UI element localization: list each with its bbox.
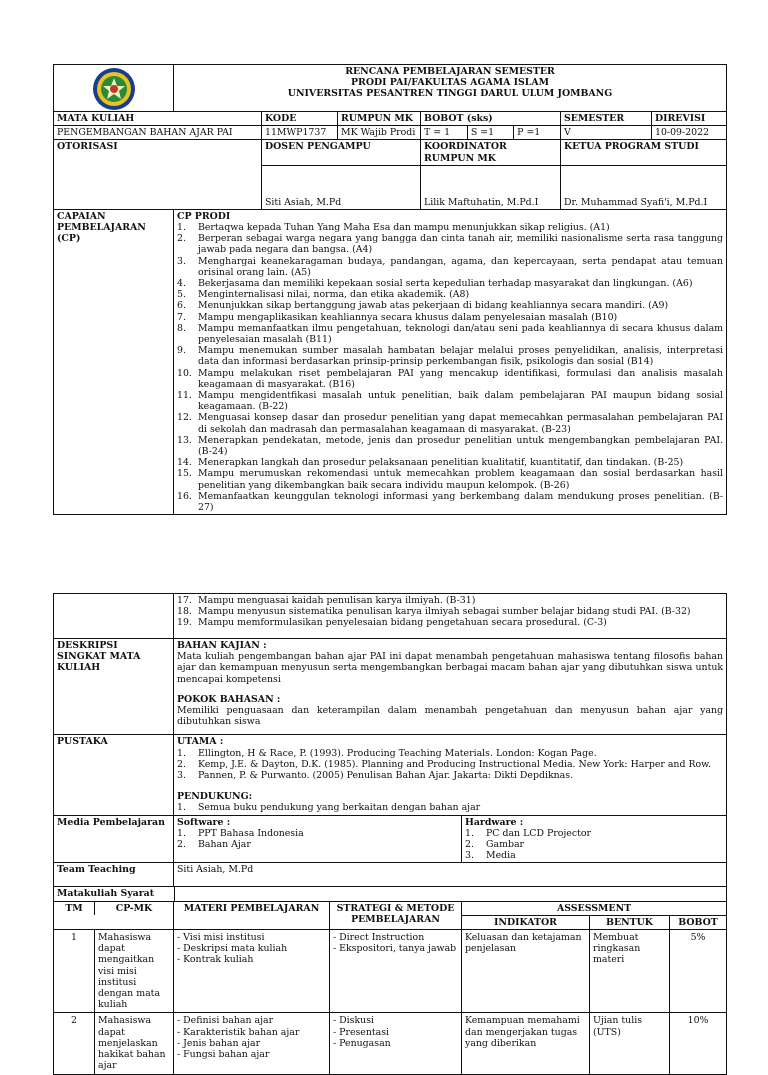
materi-cell (174, 930, 330, 1013)
cp-item-number: 8. (177, 322, 186, 334)
mata-kuliah-header: MATA KULIAH (54, 112, 262, 126)
strategi-header: STRATEGI & METODE PEMBELAJARAN (330, 901, 462, 929)
cp-prodi-cell (174, 209, 727, 514)
cp-item (177, 435, 723, 457)
schedule-row (54, 1013, 727, 1074)
software-item (177, 839, 458, 850)
tm-cpmk-cell (54, 1013, 174, 1074)
bentuk-header: BENTUK (590, 915, 670, 929)
pokok-bahasan-text: Memiliki penguasaan dan keterampilan dalam menambah pengetahuan dan menyusun bahan ajar yang dibutuhkan siswa (177, 705, 724, 728)
header-title: RENCANA PEMBELAJARAN SEMESTER (345, 66, 555, 77)
bobot-s: S =1 (467, 126, 513, 139)
pustaka-pendukung-item (177, 802, 723, 813)
pustaka-pendukung-item-number: 1. (177, 802, 186, 814)
cp-item (177, 233, 723, 255)
cp-item (177, 457, 723, 468)
semester-value: V (561, 126, 652, 140)
logo-cell (54, 65, 174, 112)
hardware-item-number: 3. (465, 850, 474, 862)
cp-item (177, 323, 723, 345)
cp-prodi-list (177, 222, 723, 513)
cp-item-number: 15. (177, 468, 192, 480)
cp-item-number: 19. (177, 617, 192, 629)
document-header (174, 65, 727, 112)
cp-item-text: Mampu memanfaatkan ilmu pengetahuan, teknologi dan/atau seni pada keahliannya di secara khusus dalam penyelesaian masalah (B11) (198, 322, 724, 346)
cp-continuation-cell (174, 594, 727, 639)
cp-item-number: 1. (177, 222, 186, 234)
indikator-cell: Kemampuan memahami dan mengerjakan tugas yang diberikan (462, 1013, 590, 1074)
cp-item (177, 289, 723, 300)
hardware-item (465, 839, 723, 850)
cp-item (177, 222, 723, 233)
tm-number: 2 (54, 1013, 95, 1073)
cp-item-number: 7. (177, 311, 186, 323)
bobot-header: BOBOT (sks) (421, 112, 561, 126)
header-prodi: PRODI PAI/FAKULTAS AGAMA ISLAM (350, 77, 550, 89)
tm-header: TM (54, 902, 95, 915)
matakuliah-syarat-text: Matakuliah Syarat (54, 887, 175, 900)
strategi-cell (330, 1013, 462, 1074)
cp-item-text: Mampu melakukan riset pembelajaran PAI yang mencakup identifikasi, formulasi dan analisis masalah keagamaan di masyarakat. (B16) (198, 367, 724, 390)
koordinator-header: KOORDINATOR RUMPUN MK (421, 140, 561, 165)
cp-item (177, 278, 723, 289)
hardware-list (465, 828, 723, 862)
cp-item (177, 345, 723, 367)
software-item-text: PPT Bahasa Indonesia (198, 827, 304, 839)
cp-item (177, 412, 723, 434)
software-item (177, 828, 458, 839)
bobot-t: T = 1 (421, 126, 467, 139)
pokok-bahasan-title: POKOK BAHASAN : (177, 693, 281, 705)
bobot-p: P =1 (517, 127, 541, 139)
team-teaching-label: Team Teaching (54, 863, 174, 887)
software-list (177, 828, 458, 850)
cp-item (177, 617, 723, 628)
pustaka-utama-item-text: Kemp, J.E. & Dayton, D.K. (1985). Planning and Producing Instructional Media. New York: Harper and Row. (198, 758, 712, 770)
deskripsi-cell (174, 639, 727, 735)
cp-continuation-label (54, 594, 174, 639)
materi-item: - Kontrak kuliah (177, 954, 326, 965)
cp-item-text: Berperan sebagai warga negara yang bangga dan cinta tanah air, memiliki nasionalisme serta rasa tanggung jawab pada negara dan bangsa. (A4) (198, 233, 724, 256)
cp-item-number: 17. (177, 595, 192, 606)
hardware-item (465, 828, 723, 839)
otorisasi-label: OTORISASI (54, 140, 262, 209)
strategi-item: - Diskusi (333, 1015, 458, 1026)
hardware-item-text: PC dan LCD Projector (486, 827, 591, 839)
dosen-pengampu-header: DOSEN PENGAMPU (262, 140, 421, 165)
cp-item-text: Mampu menguasai kaidah penulisan karya ilmiyah. (B-31) (198, 595, 476, 606)
pustaka-cell (174, 735, 727, 815)
cp-item (177, 390, 723, 412)
university-logo-icon (84, 67, 144, 111)
cp-item-number: 2. (177, 233, 186, 245)
bobot-values (421, 126, 561, 140)
materi-header: MATERI PEMBELAJARAN (174, 901, 330, 929)
strategi-cell (330, 930, 462, 1013)
direvisi-value: 10-09-2022 (652, 126, 727, 140)
cp-item-text: Menguasai konsep dasar dan prosedur penelitian yang dapat memecahkan permasalahan pembelajaran PAI di sekolah dan madrasah dan permasalahan keagamaan di masyarakat. (B-23) (198, 412, 724, 435)
cp-item-text: Menginternalisasi nilai, norma, dan etika akademik. (A8) (198, 289, 470, 301)
schedule-body (54, 930, 727, 1074)
cp-item-number: 13. (177, 434, 192, 446)
bentuk-cell: Ujian tulis (UTS) (590, 1013, 670, 1074)
software-item-number: 1. (177, 827, 186, 839)
materi-item: - Deskripsi mata kuliah (177, 943, 326, 954)
pustaka-pendukung-item-text: Semua buku pendukung yang berkaitan dengan bahan ajar (198, 802, 481, 814)
media-label: Media Pembelajaran (54, 815, 174, 863)
rumpun-header: RUMPUN MK (338, 112, 421, 126)
rumpun-value: MK Wajib Prodi (338, 126, 421, 140)
materi-list (177, 932, 326, 966)
cp-item (177, 491, 723, 513)
hardware-cell (462, 815, 727, 863)
cp-item-text: Mampu menemukan sumber masalah hambatan belajar melalui proses penyelidikan, analisis, interpretasi data dan informasi berdasarkan prinsip-prinsip perkembangan fisik, psikologis dan sosial (B14) (198, 345, 724, 368)
capaian-label: CAPAIAN PEMBELAJARAN (CP) (54, 209, 174, 514)
pustaka-utama-item (177, 770, 723, 781)
direvisi-header: DIREVISI (652, 112, 727, 126)
hardware-item-number: 1. (465, 827, 474, 839)
pustaka-utama-item-text: Ellington, H & Race, P. (1993). Producing Teaching Materials. London: Kogan Page. (198, 747, 597, 759)
cp-item-number: 9. (177, 345, 186, 357)
pustaka-utama-item (177, 759, 723, 770)
cp-item-text: Bertaqwa kepada Tuhan Yang Maha Esa dan mampu menunjukkan sikap religius. (A1) (198, 222, 610, 234)
hardware-item-number: 2. (465, 839, 474, 851)
strategi-item: - Direct Instruction (333, 932, 458, 943)
pustaka-utama-list (177, 748, 723, 782)
tm-cpmk-cell (54, 930, 174, 1013)
materi-item: - Visi misi institusi (177, 932, 326, 943)
materi-list (177, 1015, 326, 1060)
software-item-text: Bahan Ajar (198, 839, 251, 851)
materi-item: - Karakteristik bahan ajar (177, 1027, 326, 1038)
matakuliah-syarat-label (54, 887, 727, 901)
cp-item-number: 18. (177, 606, 192, 618)
hardware-title: Hardware : (465, 816, 524, 828)
pustaka-pendukung-list (177, 802, 723, 813)
rps-table-page-1 (53, 64, 727, 515)
dosen-pengampu-name: Siti Asiah, M.Pd (262, 165, 421, 209)
pustaka-utama-item-number: 1. (177, 747, 186, 759)
cp-item-number: 6. (177, 300, 186, 312)
software-title: Software : (177, 816, 231, 828)
hardware-item-text: Gambar (486, 839, 525, 851)
cp-prodi-title: CP PRODI (177, 210, 231, 222)
kode-header: KODE (262, 112, 338, 126)
indikator-header: INDIKATOR (462, 915, 590, 929)
cp-item-text: Menunjukkan sikap bertanggung jawab atas pekerjaan di bidang keahliannya secara mandiri. (A9) (198, 300, 669, 312)
mata-kuliah-value: PENGEMBANGAN BAHAN AJAR PAI (54, 126, 262, 140)
cp-item (177, 606, 723, 617)
materi-item: - Definisi bahan ajar (177, 1015, 326, 1026)
cp-item-number: 10. (177, 367, 192, 379)
kode-value: 11MWP1737 (262, 126, 338, 140)
cp-item-text: Menerapkan pendekatan, metode, jenis dan prosedur penelitian untuk mengembangkan pembelajaran PAI. (B-24) (198, 434, 724, 458)
pustaka-pendukung-title: PENDUKUNG: (177, 791, 253, 803)
cpmk-text: Mahasiswa dapat menjelaskan hakikat bahan ajar (98, 1015, 166, 1072)
bahan-kajian-title: BAHAN KAJIAN : (177, 640, 267, 651)
cp-item-number: 11. (177, 390, 192, 402)
bobot-assessment-header: BOBOT (670, 915, 727, 929)
cpmk-header: CP-MK (115, 902, 153, 914)
cpmk-text: Mahasiswa dapat mengaitkan visi misi institusi dengan mata kuliah (98, 932, 161, 1011)
materi-item: - Jenis bahan ajar (177, 1038, 326, 1049)
pustaka-utama-item-number: 2. (177, 758, 186, 770)
semester-header: SEMESTER (561, 112, 652, 126)
materi-item: - Fungsi bahan ajar (177, 1049, 326, 1060)
software-cell (174, 815, 462, 863)
pustaka-label: PUSTAKA (54, 735, 174, 815)
strategi-item: - Penugasan (333, 1038, 458, 1049)
cp-item-text: Menghargai keanekaragaman budaya, pandangan, agama, dan kepercayaan, serta pendapat atau temuan orisinal orang lain. (A5) (198, 255, 724, 278)
koordinator-name: Lilik Maftuhatin, M.Pd.I (421, 165, 561, 209)
cp-item-text: Menerapkan langkah dan prosedur pelaksanaan penelitian kualitatif, kuantitatif, dan tindakan. (B-25) (198, 457, 684, 469)
kaprodi-header: KETUA PROGRAM STUDI (561, 140, 727, 165)
pustaka-utama-title: UTAMA : (177, 736, 224, 748)
cp-item-number: 12. (177, 412, 192, 424)
pustaka-utama-item-number: 3. (177, 770, 186, 782)
tm-number: 1 (54, 930, 95, 1012)
cp-item (177, 468, 723, 490)
cp-item-text: Mampu merumuskan rekomendasi untuk memecahkan problem keagamaan dan sosial berdasarkan hasil penelitian yang dikembangkan baik secara individu maupun kelompok. (B-26) (198, 468, 724, 491)
kaprodi-name: Dr. Muhammad Syafi'i, M.Pd.I (561, 165, 727, 209)
team-teaching-value: Siti Asiah, M.Pd (174, 863, 727, 887)
bobot-cell: 10% (670, 1013, 727, 1074)
bentuk-cell: Membuat ringkasan materi (590, 930, 670, 1013)
cp-item-number: 5. (177, 289, 186, 301)
cp-item-text: Memanfaatkan keunggulan teknologi informasi yang berkembang dalam mendukung proses penelitian. (B-27) (198, 490, 724, 514)
pustaka-utama-item (177, 748, 723, 759)
strategi-item: - Presentasi (333, 1027, 458, 1038)
schedule-row (54, 930, 727, 1013)
cp-item-text: Bekerjasama dan memiliki kepekaan sosial serta kepedulian terhadap masyarakat dan lingkungan. (A6) (198, 278, 693, 290)
bobot-cell: 5% (670, 930, 727, 1013)
rps-table-page-2 (53, 593, 727, 1075)
strategi-list (333, 1015, 458, 1049)
cp-item-text: Mampu mengidentfikasi masalah untuk penelitian, baik dalam pembelajaran PAI maupun bidang sosial keagamaan. (B-22) (198, 390, 724, 413)
cp-prodi-list-continued (177, 595, 723, 629)
cp-item (177, 256, 723, 278)
cp-item (177, 368, 723, 390)
strategi-list (333, 932, 458, 954)
cp-item-number: 16. (177, 490, 192, 502)
cp-item (177, 312, 723, 323)
header-university: UNIVERSITAS PESANTREN TINGGI DARUL ULUM JOMBANG (287, 88, 613, 100)
cp-item-number: 14. (177, 457, 192, 469)
hardware-item-text: Media (486, 850, 516, 862)
indikator-cell: Keluasan dan ketajaman penjelasan (462, 930, 590, 1013)
pustaka-utama-item-text: Pannen, P. & Purwanto. (2005) Penulisan Bahan Ajar. Jakarta: Dikti Depdiknas. (198, 770, 574, 782)
cp-item-text: Mampu mengaplikasikan keahliannya secara khusus dalam penyelesaian masalah (B10) (198, 311, 618, 323)
cp-item (177, 595, 723, 606)
deskripsi-label: DESKRIPSI SINGKAT MATA KULIAH (54, 639, 174, 735)
cp-item (177, 300, 723, 311)
tm-cpmk-header (54, 901, 174, 929)
cp-item-text: Mampu menyusun sistematika penulisan karya ilmiyah sebagai sumber belajar bidang studi PAI. (B-32) (198, 606, 691, 618)
materi-cell (174, 1013, 330, 1074)
cp-item-number: 4. (177, 278, 186, 290)
software-item-number: 2. (177, 839, 186, 851)
cp-item-number: 3. (177, 255, 186, 267)
bahan-kajian-text: Mata kuliah pengembangan bahan ajar PAI ini dapat menambah pengetahuan mahasiswa tentang filosofis bahan ajar dan kemampuan menyusun serta mengembangkan berbagai macam bahan ajar yang dibutuhkan siswa untuk mencapai kompetensi (177, 651, 724, 685)
assessment-header: ASSESSMENT (462, 901, 727, 915)
hardware-item (465, 850, 723, 861)
cp-item-text: Mampu memformulasikan penyelesaian bidang pengetahuan secara prosedural. (C-3) (198, 617, 607, 629)
strategi-item: - Ekspositori, tanya jawab (333, 943, 458, 954)
